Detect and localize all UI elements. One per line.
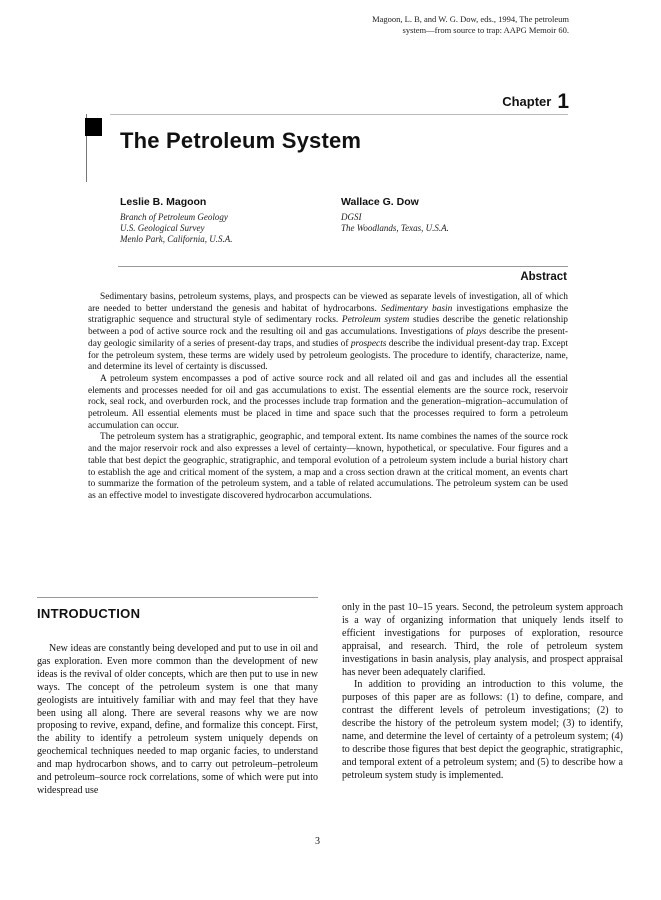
intro-paragraph-2: In addition to providing an introduction to this volume, the purposes of this paper are as follows: (1) to define, compare, and contrast the different levels of petroleum investigations; (2) to describe the history of the petroleum system model; (3) to identify, name, and determine the level of certainty of a petroleum system; (4) to describe those figures that best depict the geographic, stratigraphic, and temporal extent of a petroleum system; and (5) to describe how a petroleum system study is implemented. [342,679,623,781]
author-block-1 [120,196,233,245]
citation-line-1: Magoon, L. B, and W. G. Dow, eds., 1994, The petroleum [372,14,569,24]
abstract-term: prospects [350,338,387,349]
abstract-term: Sedimentary basin [381,303,453,314]
intro-rule [37,597,318,598]
chapter-label [502,88,569,112]
author-affiliation: DGSI [341,212,362,222]
right-column [342,602,623,783]
page-number: 3 [315,836,320,847]
abstract-paragraph-3: The petroleum system has a stratigraphic, geographic, and temporal extent. Its name combines the names of the source rock and the major reservoir rock and also expresses a level of certainty—known, hypothetical, or speculative. Four figures and a table that best depict the geographic, stratigraphic, and temporal evolution of a petroleum system include a burial history chart to establish the age and critical moment of the system, a map and a cross section drawn at the critical moment, an events chart to summarize the formation of the petroleum system, and a table of related accumulations. The petroleum system can be used as an effective model to investigate discovered hydrocarbon accumulations. [88,432,568,501]
author-affiliation: Menlo Park, California, U.S.A. [120,234,233,244]
citation-line-2: system—from source to trap: AAPG Memoir 60. [402,25,569,35]
abstract-term: Petroleum system [341,315,410,326]
abstract-heading: Abstract [520,271,567,283]
chapter-word: Chapter [502,94,552,109]
abstract-paragraph-2: A petroleum system encompasses a pod of active source rock and all related oil and gas and includes all the essential elements and processes needed for oil and gas accumulations to exist. The essential elements are the source rock, reservoir rock, seal rock, and overburden rock, and the processes include trap formation and the generation–migration–accumulation of petroleum. All essential elements must be placed in time and space such that the processes required to form a petroleum accumulation can occur. [88,373,568,431]
abstract-paragraph-1 [88,292,568,374]
author-affiliation: The Woodlands, Texas, U.S.A. [341,223,449,233]
author-name: Wallace G. Dow [341,196,419,208]
intro-paragraph-1-continued: only in the past 10–15 years. Second, the petroleum system approach is a way of organizing information that uniquely lends itself to efficient investigations for purposes of exploration, resource appraisal, and research. Third, the role of petroleum system investigations in basin analysis, play analysis, and prospect appraisal has never been adequately clarified. [342,602,623,678]
intro-paragraph-1: New ideas are constantly being developed and put to use in oil and gas exploration. Even more common than the development of new ideas is the revival of older concepts, which are then put to use in new ways. The concept of the petroleum system is one that many geologists are intuitively familiar with and may feel that they have been using all along. There are several reasons why we are now proposing to revive, expand, define, and formalize this concept. First, the ability to identify a petroleum system uniquely depends on geochemical techniques needed to map organic facies, to understand and map hydrocarbon shows, and to carry out petroleum–petroleum and petroleum–source rock correlations, some of which were put into widespread use [37,643,318,796]
abstract-rule [118,266,568,267]
abstract-text: studies describe the genetic relationship between a pod of active source rock and the resulting oil and gas accumulations. Investigations of [88,315,568,338]
abstract-text: investigations emphasize the stratigraphic sequence and structural style of sedimentary rocks. [88,303,568,326]
citation [309,14,569,36]
abstract-term: plays [466,327,487,338]
chapter-marker-square [85,118,102,136]
chapter-number: 1 [557,90,569,113]
left-column [37,643,318,798]
author-block-2 [341,196,449,234]
section-heading-introduction: INTRODUCTION [37,606,141,621]
author-affiliation: Branch of Petroleum Geology [120,212,228,222]
author-affiliation: U.S. Geological Survey [120,223,205,233]
abstract-text: Sedimentary basins, petroleum systems, plays, and prospects can be viewed as separate levels of investigation, all of which are needed to better understand the genesis and habitat of hydrocarbons. [88,292,568,314]
title-top-rule [110,114,568,115]
author-name: Leslie B. Magoon [120,196,207,208]
abstract-text: describe the present-day geologic similarity of a series of present-day traps, and studies of [88,327,568,349]
abstract-body [88,292,568,503]
page-title: The Petroleum System [120,128,362,153]
abstract-text: describe the individual present-day trap. Except for the petroleum system, these terms are widely used by petroleum geologists. The procedure to identify, characterize, name, and determine its level of certainty is discussed. [88,338,568,373]
